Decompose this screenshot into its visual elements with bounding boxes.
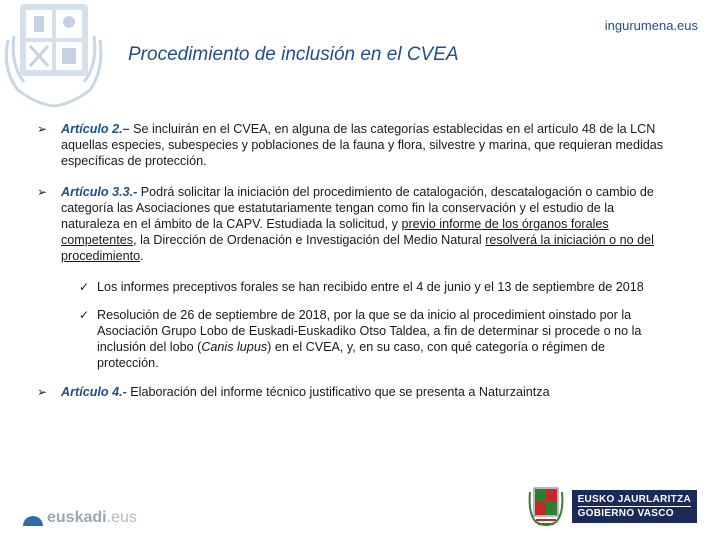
article-text: Podrá solicitar la iniciación del procedimiento de catalogación, descatalogación o cambio de categoría las Asociaciones que estatutariamente tengan como fin la conservación y el estudio de la naturaleza en el ámbito de la CAPV. Estudiada la solicitud, y [61, 184, 654, 232]
article-label: Artículo 2.– [61, 122, 130, 136]
basque-coat-of-arms-icon [0, 0, 108, 108]
article-text: Elaboración del informe técnico justificativo que se presenta a Naturzaintza [126, 384, 550, 399]
list-item-article-3-3 [37, 184, 667, 265]
site-url: ingurumena.eus [604, 18, 698, 33]
arrow-bullet-icon: ➢ [37, 122, 48, 136]
government-seal-icon [524, 484, 568, 528]
article-text: . [140, 249, 144, 264]
sub-item-text: ) en el CVEA, y, en su caso, con qué categoría o régimen de protección. [97, 340, 606, 371]
sub-item-resolution [37, 307, 667, 372]
government-name-spanish: GOBIERNO VASCO [578, 506, 691, 520]
brand-suffix: .eus [106, 509, 137, 526]
checkmark-icon: ✓ [79, 279, 90, 294]
arrow-bullet-icon: ➢ [37, 184, 48, 199]
brand-main: euskadi [47, 509, 107, 526]
article-text: , la Dirección de Ordenación e Investigación del Medio Natural [133, 233, 486, 248]
content-list [37, 121, 667, 414]
sub-item-reports [37, 279, 667, 295]
government-name-band [572, 490, 697, 523]
sub-item-text: Los informes preceptivos forales se han recibido entre el 4 de junio y el 13 de septiembre de 2018 [97, 279, 644, 294]
checkmark-icon: ✓ [79, 307, 90, 322]
government-name-basque: EUSKO JAURLARITZA [577, 493, 691, 505]
article-text: Se incluirán en el CVEA, en alguna de las categorías establecidas en el artículo 48 de la LCN aquellas especies, subespecies y poblaciones de la fauna y flora, silvestre y marina, que requieran medidas específicas de protección. [61, 122, 664, 169]
article-label: Artículo 4.- [61, 384, 127, 399]
arrow-bullet-icon: ➢ [37, 384, 48, 399]
euskadi-logo [22, 508, 137, 528]
government-logo [524, 484, 697, 528]
species-name: Canis lupus [201, 340, 268, 355]
page-title: Procedimiento de inclusión en el CVEA [128, 44, 459, 65]
euskadi-logo-icon [22, 514, 44, 526]
sub-item-text: Resolución de 26 de septiembre de 2018, por la que se da inicio al procedimient oinstado por la Asociación Grupo Lobo de Euskadi-Euskadiko Otso Taldea, a fin de determinar si procede o no la inclusión del lobo ( [97, 307, 642, 355]
underlined-text: resolverá la iniciación o no del procedimiento [61, 233, 654, 264]
underlined-text: previo informe de los órganos forales competentes [61, 217, 609, 248]
article-label: Artículo 3.3.- [61, 184, 138, 199]
list-item-article-2 [37, 121, 667, 170]
list-item-article-4 [37, 384, 667, 400]
